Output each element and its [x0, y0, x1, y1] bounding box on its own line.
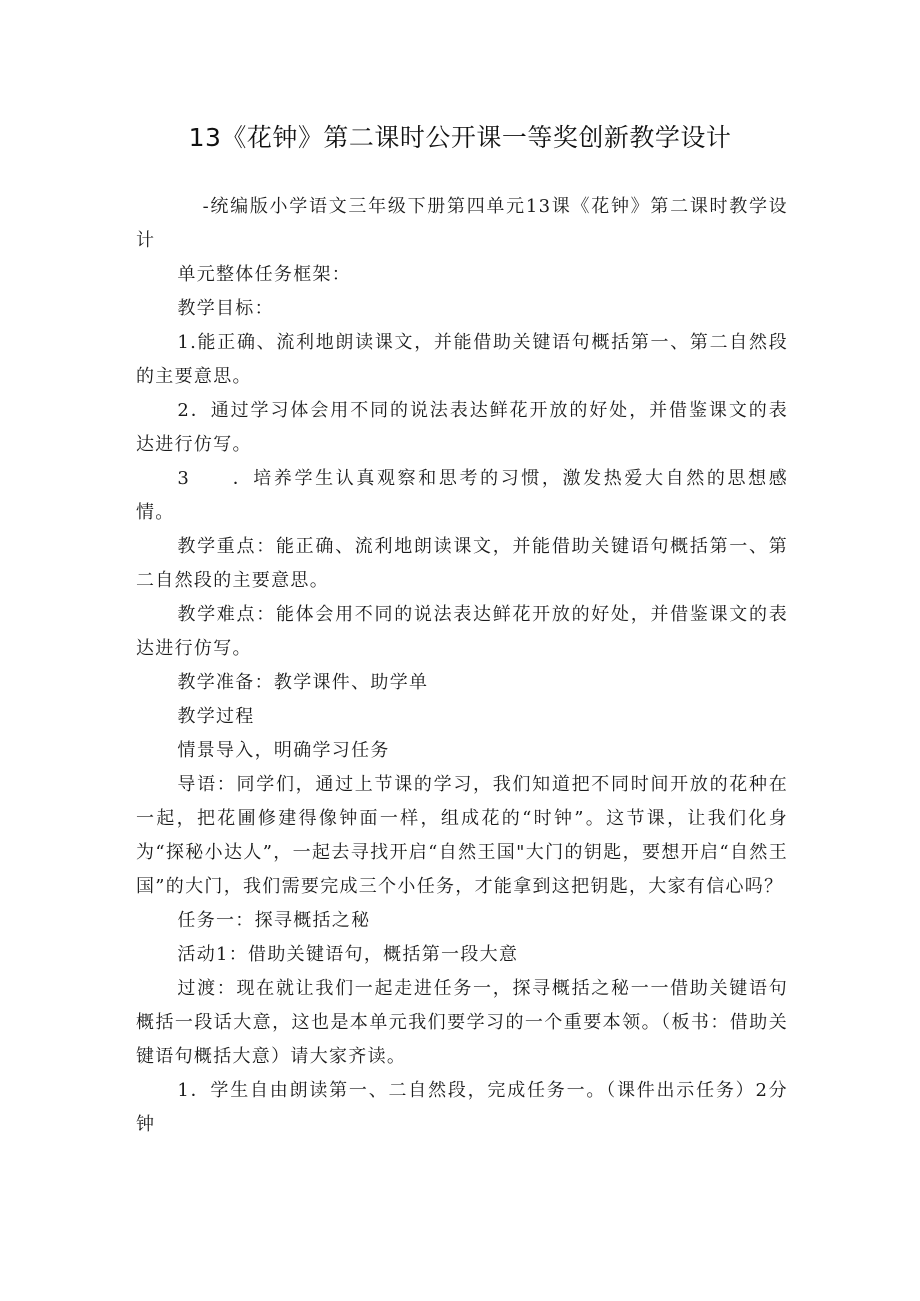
paragraph-difficulties: 教学难点：能体会用不同的说法表达鲜花开放的好处，并借鉴课文的表达进行仿写。: [136, 604, 788, 659]
paragraph-step-one: 1．学生自由朗读第一、二自然段，完成任务一。（课件出示任务）2分钟: [136, 1080, 788, 1135]
document-body: [136, 190, 788, 1142]
paragraph-key-points: 教学重点：能正确、流利地朗读课文，并能借助关键语句概括第一、第二自然段的主要意思。: [136, 536, 788, 591]
paragraph-preparation: 教学准备：教学课件、助学单: [177, 672, 429, 693]
paragraph-unit-framework: 单元整体任务框架：: [177, 264, 352, 285]
document-subtitle: -统编版小学语文三年级下册第四单元13课《花钟》第二课时教学设计: [136, 196, 788, 251]
paragraph-objective-3: 3 ．培养学生认真观察和思考的习惯，激发热爱大自然的思想感情。: [136, 468, 788, 523]
document-title: 13《花钟》第二课时公开课一等奖创新教学设计: [188, 123, 732, 152]
paragraph-objective-1: 1.能正确、流利地朗读课文，并能借助关键语句概括第一、第二自然段的主要意思。: [136, 332, 788, 387]
paragraph-task-one: 任务一：探寻概括之秘: [177, 910, 371, 931]
paragraph-activity-one: 活动1：借助关键语句，概括第一段大意: [177, 944, 519, 965]
paragraph-scene-intro: 情景导入，明确学习任务: [177, 740, 390, 761]
paragraph-transition: 过渡：现在就让我们一起走进任务一，探寻概括之秘一一借助关键语句概括一段话大意，这也是本单元我们要学习的一个重要本领。（板书：借助关键语句概括大意）请大家齐读。: [136, 978, 788, 1067]
paragraph-process-heading: 教学过程: [177, 706, 255, 727]
paragraph-lead-in: 导语：同学们，通过上节课的学习，我们知道把不同时间开放的花种在一起，把花圃修建得像钟面一样，组成花的“时钟”。这节课，让我们化身为“探秘小达人”，一起去寻找开启“自然王国"大门的钥匙，要想开启“自然王国”的大门，我们需要完成三个小任务，才能拿到这把钥匙，大家有信心吗？: [136, 774, 788, 897]
paragraph-objectives-heading: 教学目标：: [177, 298, 274, 319]
paragraph-objective-2: 2．通过学习体会用不同的说法表达鲜花开放的好处，并借鉴课文的表达进行仿写。: [136, 400, 788, 455]
